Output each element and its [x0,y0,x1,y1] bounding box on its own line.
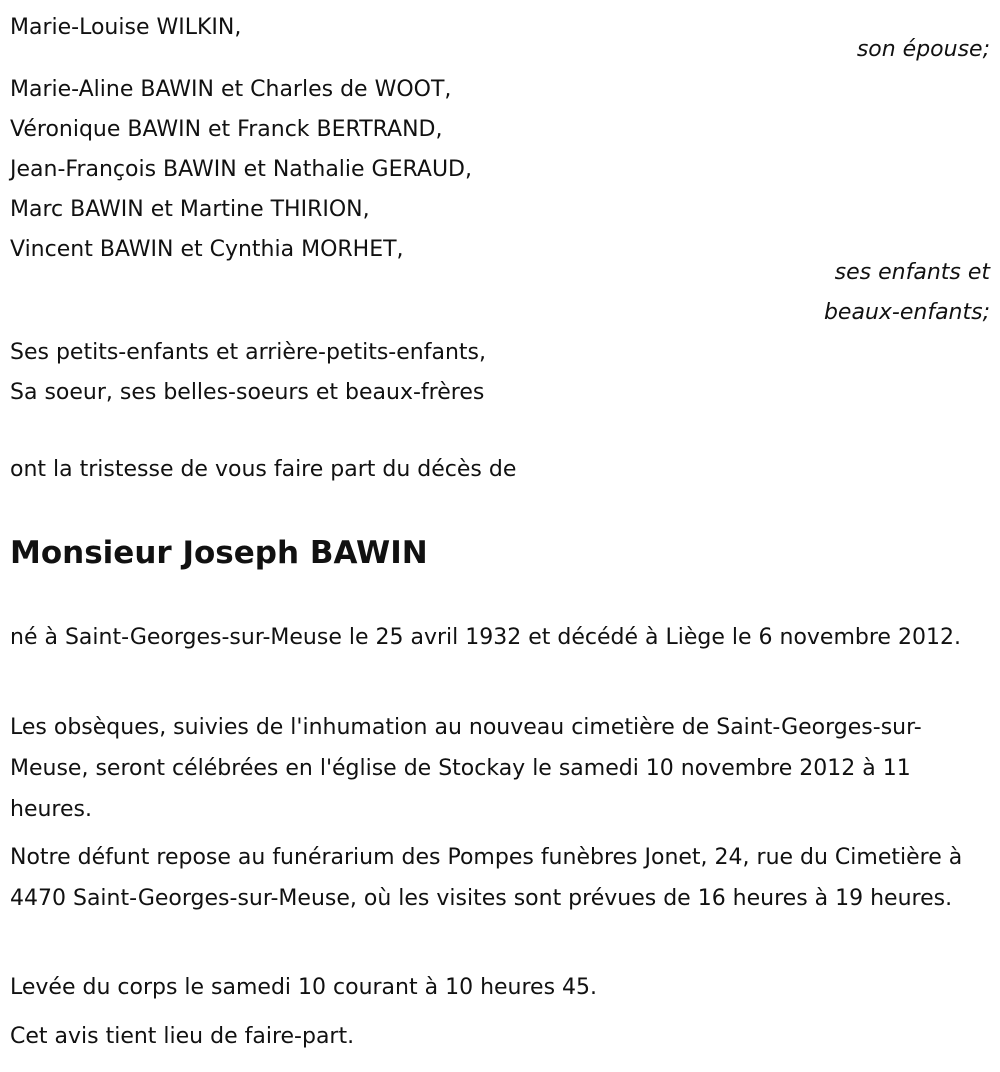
children-role: beaux-enfants; [823,300,990,325]
spouse-name: Marie-Louise WILKIN, [10,15,242,40]
announcement-text: ont la tristesse de vous faire part du décès de [10,457,517,482]
child-line: Véronique BAWIN et Franck BERTRAND, [10,117,443,142]
visitation-paragraph: Notre défunt repose au funérarium des Pompes funèbres Jonet, 24, rue du Cimetière à 4470 Saint-Georges-sur-Meuse, où les visites sont prévues de 16 heures à 19 heures. [10,845,963,911]
children-role: ses enfants et [834,260,990,285]
birth-death-paragraph: né à Saint-Georges-sur-Meuse le 25 avril 1932 et décédé à Liège le 6 novembre 2012. [10,625,961,650]
deceased-name: Monsieur Joseph BAWIN [10,535,428,571]
funeral-paragraph: Les obsèques, suivies de l'inhumation au nouveau cimetière de Saint-Georges-sur-Meuse, seront célébrées en l'église de Stockay le samedi 10 novembre 2012 à 11 heures. [10,715,922,822]
child-line: Marc BAWIN et Martine THIRION, [10,197,370,222]
child-line: Vincent BAWIN et Cynthia MORHET, [10,237,404,262]
relatives-line: Sa soeur, ses belles-soeurs et beaux-frères [10,380,485,405]
levee-paragraph: Levée du corps le samedi 10 courant à 10 heures 45. [10,975,598,1000]
child-line: Jean-François BAWIN et Nathalie GERAUD, [10,157,472,182]
relatives-line: Ses petits-enfants et arrière-petits-enfants, [10,340,486,365]
child-line: Marie-Aline BAWIN et Charles de WOOT, [10,77,452,102]
closing-paragraph: Cet avis tient lieu de faire-part. [10,1024,355,1049]
spouse-role: son épouse; [856,37,990,62]
